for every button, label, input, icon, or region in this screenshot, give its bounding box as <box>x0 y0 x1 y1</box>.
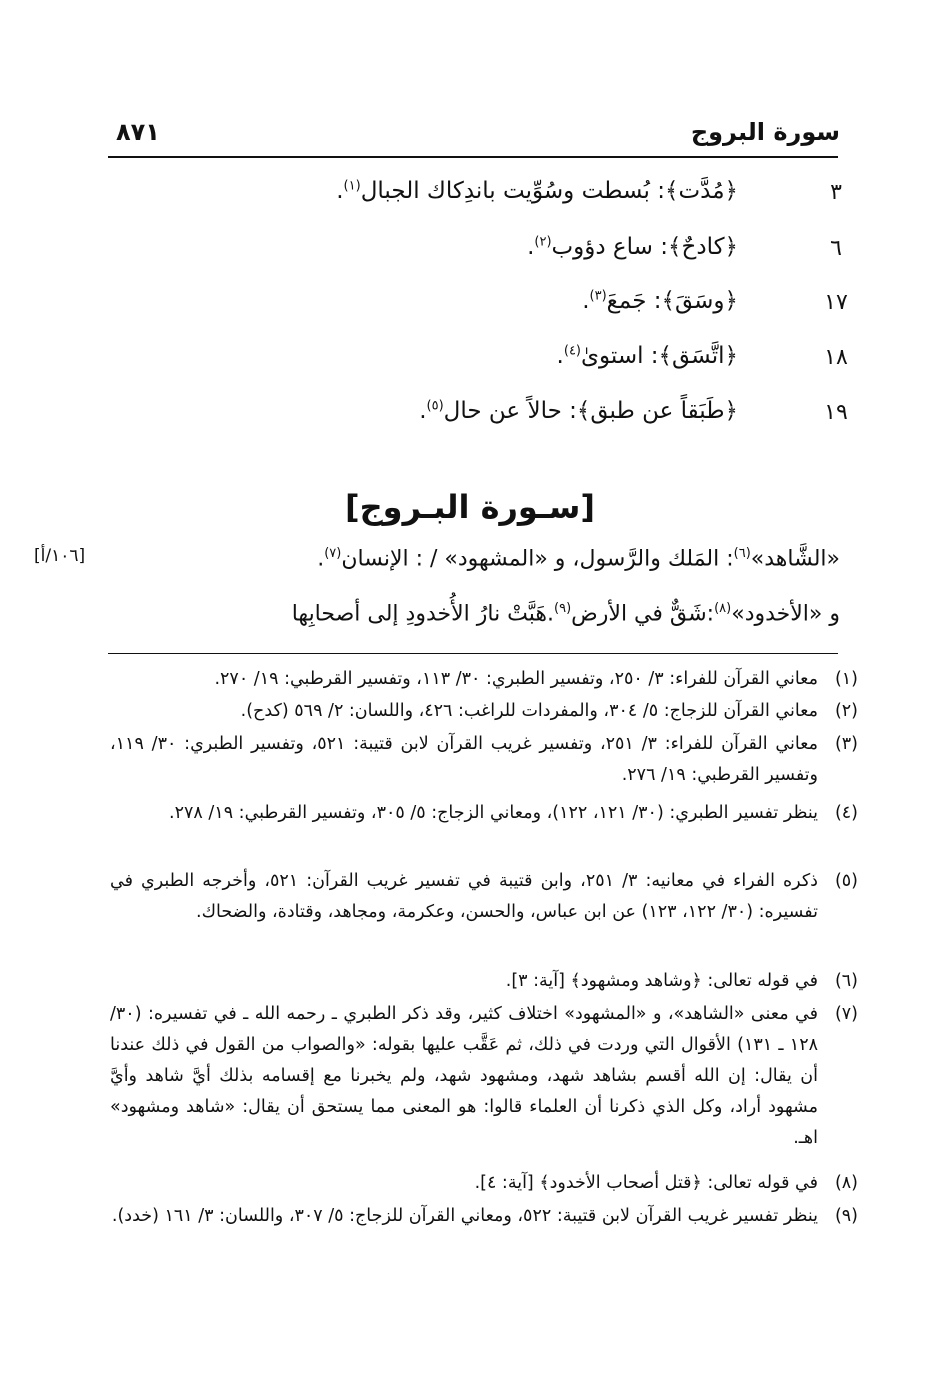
page-number: ٨٧١ <box>116 118 160 146</box>
footnote-text: ينظر تفسير الطبري: (٣٠/ ١٢١، ١٢٢)، ومعاني الزجاج: ٥/ ٣٠٥، وتفسير القرطبي: ١٩/ ٢٧٨. <box>169 803 818 823</box>
footnote <box>110 999 858 1154</box>
footnote-number: (٨) <box>834 1173 858 1193</box>
footnote <box>110 664 858 695</box>
footnote-ref[interactable]: (٩) <box>554 601 572 616</box>
verse-number: ٣ <box>830 180 842 205</box>
gloss-text: :شَقٌّ في الأرض <box>571 601 715 627</box>
gloss-text: ﴿كادحٌ﴾: ساع دؤوب <box>551 234 738 260</box>
gloss-text: : المَلك والرَّسول، و «المشهود» / : الإنسان <box>341 546 734 572</box>
verse-number: ١٩ <box>824 400 848 425</box>
header-rule <box>108 156 838 158</box>
verse-number: ١٧ <box>824 290 848 315</box>
gloss-end: . <box>419 398 427 424</box>
footnote-number: (١) <box>834 669 858 689</box>
verse-gloss <box>336 178 738 204</box>
footnote-text: في معنى «الشاهد»، و «المشهود» اختلاف كثير، وقد ذكر الطبري ـ رحمه الله ـ في تفسيره: (٣٠/ ١٢٨ ـ ١٣١) الأقوال التي وردت في ذلك، ثم عَقَّب عليها بقوله: «والصواب من القول في ذلك عندنا أن يقال: إن الله أقسم بشاهد شهد، ومشهود شهد، ولم يخبرنا مع إقسامه بذلك أيَّ شاهد وأيَّ مشهود أراد، وكل الذي ذكرنا أن العلماء قالوا: هو المعنى مما يستحق أن يقال: «شاهد ومشهود» اهـ. <box>110 1004 818 1148</box>
footnote <box>110 696 858 727</box>
term: و «الأخدود» <box>731 601 840 627</box>
gloss-end: . <box>527 234 535 260</box>
footnote <box>110 1201 858 1232</box>
footnote-ref[interactable]: (٨) <box>714 601 732 616</box>
footnote-ref[interactable]: (٧) <box>324 546 342 561</box>
verse-gloss <box>419 398 738 424</box>
running-header-title: سورة البروج <box>690 118 840 146</box>
gloss-text: ﴿طَبَقاً عن طبق﴾: حالاً عن حال <box>443 398 738 424</box>
gloss-end: . <box>336 178 344 204</box>
verse-entry <box>96 288 856 328</box>
gloss-text: ﴿اتَّسَق﴾: استوىٰ <box>581 343 738 369</box>
manuscript-folio-marker: [١٠٦/أ] <box>34 546 86 566</box>
footnote-number: (٤) <box>834 803 858 823</box>
footnote-number: (٩) <box>834 1206 858 1226</box>
footnote-text: معاني القرآن للفراء: ٣/ ٢٥١، وتفسير غريب القرآن لابن قتيبة: ٥٢١، وتفسير الطبري: ٣٠/ ١١٩، وتفسير القرطبي: ١٩/ ٢٧٦. <box>110 734 818 785</box>
gloss-end: . <box>556 343 564 369</box>
verse-number: ١٨ <box>824 345 848 370</box>
gloss-text: .هَبَّتْ نارُ الأُخدودِ إلى أصحابِها <box>291 601 555 627</box>
surah-heading: [سـورة البـروج] <box>344 488 595 526</box>
verse-gloss <box>557 343 738 369</box>
footnote-text: ينظر تفسير غريب القرآن لابن قتيبة: ٥٢٢، ومعاني القرآن للزجاج: ٥/ ٣٠٧، واللسان: ٣/ ١٦١ (خدد). <box>111 1206 818 1226</box>
term: «الشَّاهد» <box>750 546 840 572</box>
footnote-ref[interactable]: (١) <box>343 178 361 194</box>
footnote-number: (٧) <box>834 1004 858 1024</box>
footnote-separator <box>108 653 838 654</box>
gloss-line <box>292 601 840 626</box>
footnote <box>110 729 858 791</box>
footnote-number: (٢) <box>834 701 858 721</box>
footnote <box>110 1168 858 1199</box>
verse-gloss <box>527 234 738 260</box>
gloss-line <box>317 546 840 571</box>
footnote <box>110 966 858 997</box>
verse-entry <box>96 178 856 218</box>
footnote-ref[interactable]: (٦) <box>733 546 751 561</box>
footnote-number: (٣) <box>834 734 858 754</box>
footnote <box>110 798 858 829</box>
gloss-text: ﴿مُدَّت﴾: بُسطت وسُوِّيت باندِكاك الجبال <box>360 178 738 204</box>
footnote-text: ذكره الفراء في معانيه: ٣/ ٢٥١، وابن قتيبة في تفسير غريب القرآن: ٥٢١، وأخرجه الطبري في تفسيره: (٣٠/ ١٢٢، ١٢٣) عن ابن عباس، والحسن، وعكرمة، ومجاهد، وقتادة، والضحاك. <box>110 871 818 922</box>
gloss-end: . <box>582 288 590 314</box>
footnote-ref[interactable]: (٢) <box>534 234 552 250</box>
gloss-text: ﴿وسَقَ﴾: جَمعَ <box>606 288 738 314</box>
footnote-ref[interactable]: (٣) <box>589 288 607 304</box>
footnote-text: في قوله تعالى: ﴿وشاهد ومشهود﴾ [آية: ٣]. <box>505 971 818 991</box>
footnote-ref[interactable]: (٥) <box>426 398 444 414</box>
footnote-ref[interactable]: (٤) <box>563 343 581 359</box>
verse-entry <box>96 343 856 383</box>
footnote <box>110 866 858 928</box>
footnote-number: (٥) <box>834 871 858 891</box>
verse-number: ٦ <box>830 236 842 261</box>
verse-entry <box>96 398 856 438</box>
verse-entry <box>96 234 856 274</box>
verse-gloss <box>582 288 738 314</box>
footnote-number: (٦) <box>834 971 858 991</box>
gloss-end: . <box>317 546 325 572</box>
footnote-text: معاني القرآن للزجاج: ٥/ ٣٠٤، والمفردات للراغب: ٤٢٦، واللسان: ٢/ ٥٦٩ (كدح). <box>240 701 818 721</box>
footnote-text: في قوله تعالى: ﴿قتل أصحاب الأخدود﴾ [آية: ٤]. <box>474 1173 818 1193</box>
footnote-text: معاني القرآن للفراء: ٣/ ٢٥٠، وتفسير الطبري: ٣٠/ ١١٣، وتفسير القرطبي: ١٩/ ٢٧٠. <box>214 669 818 689</box>
